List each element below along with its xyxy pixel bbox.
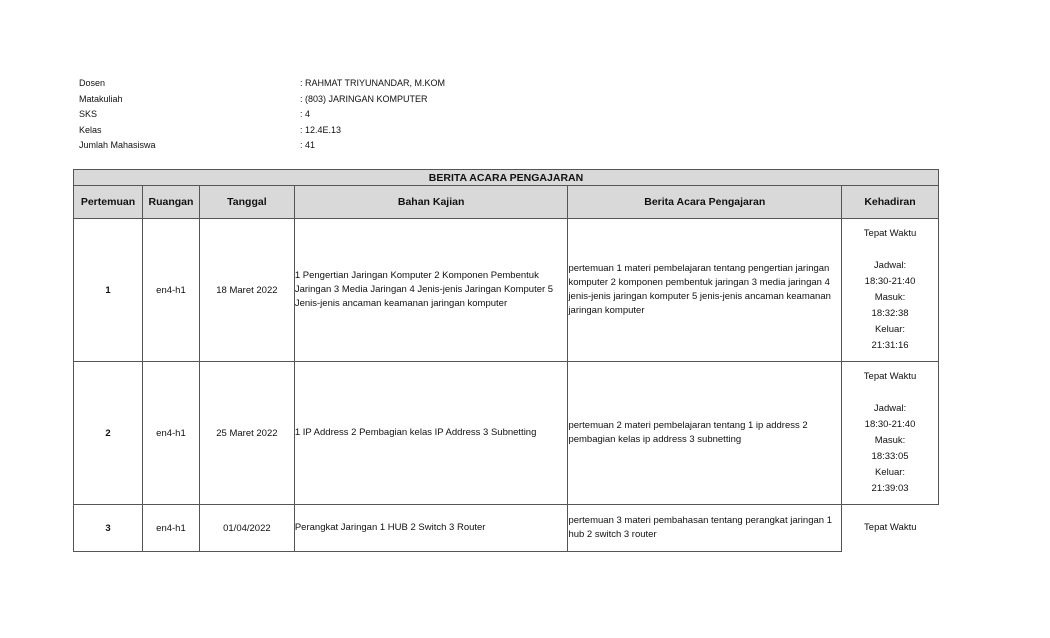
info-label: Matakuliah <box>79 93 123 104</box>
berita-acara-cell: pertemuan 2 materi pembelajaran tentang 1 ip address 2 pembagian kelas ip address 3 subnetting <box>568 362 842 505</box>
header-bahan-kajian: Bahan Kajian <box>294 186 568 219</box>
pertemuan-cell: 1 <box>74 219 143 362</box>
info-label: SKS <box>79 109 98 119</box>
kehadiran-cell <box>842 362 939 505</box>
jadwal-value: 18:30-21:40 <box>864 276 916 287</box>
berita-acara-table <box>73 169 939 552</box>
masuk-value: 18:33:05 <box>871 451 909 462</box>
pertemuan-cell: 3 <box>74 505 143 552</box>
jadwal-value: 18:30-21:40 <box>864 419 916 430</box>
keluar-label: Keluar: <box>874 324 906 335</box>
jadwal-label: Jadwal: <box>873 260 907 271</box>
header-berita-acara: Berita Acara Pengajaran <box>568 186 842 219</box>
bahan-kajian-cell: 1 Pengertian Jaringan Komputer 2 Komponen Pembentuk Jaringan 3 Media Jaringan 4 Jenis-jenis Jaringan Komputer 5 Jenis-jenis ancaman keamanan jaringan komputer <box>294 219 568 362</box>
header-kehadiran: Kehadiran <box>842 186 939 219</box>
keluar-value: 21:39:03 <box>871 483 909 494</box>
kehadiran-status: Tepat Waktu <box>864 522 917 534</box>
info-label: Kelas <box>79 124 102 135</box>
info-row-kelas <box>79 123 445 139</box>
kehadiran-cell <box>842 219 939 362</box>
keluar-value: 21:31:16 <box>871 340 909 351</box>
info-value: : 4 <box>300 109 311 119</box>
tanggal-cell: 25 Maret 2022 <box>199 362 294 505</box>
header-ruangan: Ruangan <box>142 186 199 219</box>
ruangan-cell: en4-h1 <box>142 219 199 362</box>
info-value: : 12.4E.13 <box>300 124 342 135</box>
tanggal-cell: 01/04/2022 <box>199 505 294 552</box>
ruangan-cell: en4-h1 <box>142 362 199 505</box>
info-row-dosen <box>79 76 445 92</box>
info-value: : (803) JARINGAN KOMPUTER <box>300 93 428 104</box>
info-row-jumlah-mahasiswa <box>79 138 445 154</box>
kehadiran-cell <box>842 505 939 552</box>
bahan-kajian-cell: 1 IP Address 2 Pembagian kelas IP Address 3 Subnetting <box>294 362 568 505</box>
jadwal-label: Jadwal: <box>873 403 907 414</box>
masuk-label: Masuk: <box>874 435 906 446</box>
berita-acara-cell: pertemuan 1 materi pembelajaran tentang pengertian jaringan komputer 2 komponen pembentuk jaringan 3 media jaringan 4 jenis-jenis jaringan komputer 5 jenis-jenis ancaman keamanan jaringan komputer <box>568 219 842 362</box>
info-label: Dosen <box>79 78 106 88</box>
tanggal-cell: 18 Maret 2022 <box>199 219 294 362</box>
info-row-matakuliah <box>79 92 445 108</box>
masuk-value: 18:32:38 <box>871 308 909 319</box>
course-info <box>79 76 445 154</box>
info-value: : 41 <box>300 140 316 150</box>
info-value: : RAHMAT TRIYUNANDAR, M.KOM <box>300 78 446 88</box>
keluar-label: Keluar: <box>874 467 906 478</box>
table-row <box>74 219 939 362</box>
ruangan-cell: en4-h1 <box>142 505 199 552</box>
pertemuan-cell: 2 <box>74 362 143 505</box>
header-pertemuan: Pertemuan <box>74 186 143 219</box>
info-row-sks <box>79 107 445 123</box>
kehadiran-status: Tepat Waktu <box>863 228 917 239</box>
berita-acara-cell: pertemuan 3 materi pembahasan tentang perangkat jaringan 1 hub 2 switch 3 router <box>568 505 842 552</box>
bahan-kajian-cell: Perangkat Jaringan 1 HUB 2 Switch 3 Router <box>294 505 568 552</box>
table-row <box>74 505 939 552</box>
info-label: Jumlah Mahasiswa <box>79 140 156 150</box>
kehadiran-status: Tepat Waktu <box>863 371 917 382</box>
table-title: BERITA ACARA PENGAJARAN <box>74 170 939 186</box>
table-row <box>74 362 939 505</box>
table-header-row <box>74 186 939 219</box>
masuk-label: Masuk: <box>874 292 906 303</box>
header-tanggal: Tanggal <box>199 186 294 219</box>
